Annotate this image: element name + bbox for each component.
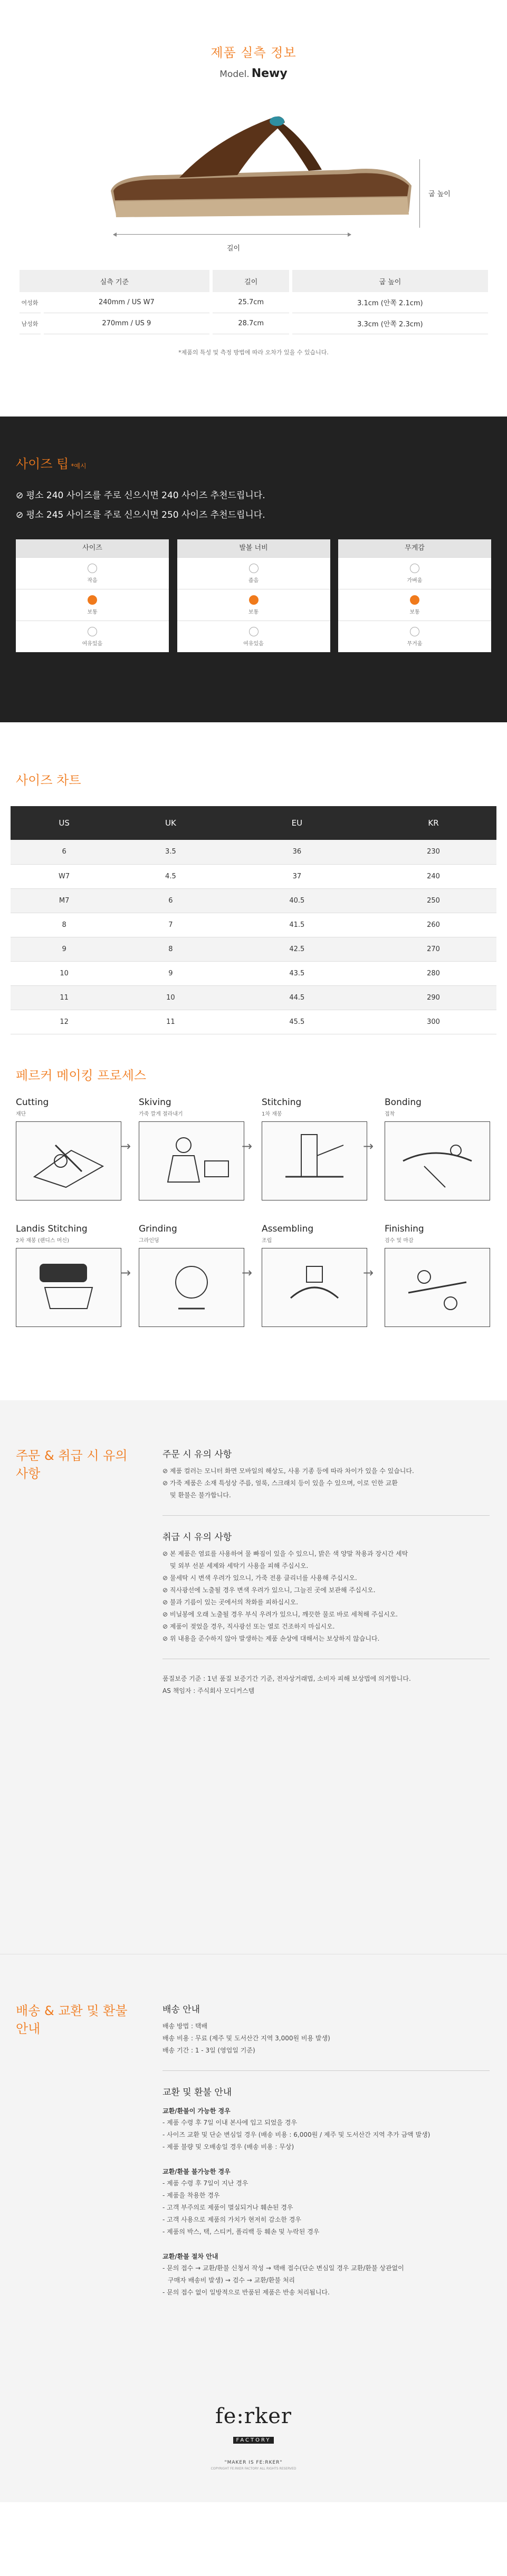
- fit-card-size: [16, 539, 169, 652]
- finishing-illustration: [385, 1248, 490, 1327]
- tip-line: ⊘ 평소 245 사이즈를 주로 신으시면 250 사이즈 추천드립니다.: [16, 510, 265, 520]
- process-step: Bonding 접착: [385, 1097, 491, 1224]
- refund-possible-title: 교환/환불이 가능한 경우: [162, 2107, 231, 2115]
- handling-notice-list: ⊘ 본 제품은 염료를 사용하여 물 빠짐이 있을 수 있으니, 밝은 색 양말 착용과 장시간 세탁 및 외부 선분 세제와 세탁기 사용을 피해 주십시오. ⊘ 물세탁 시 변색 우려가 있으니, 가죽 전용 클리너를 사용해 주십시오. ⊘ 직사광선에 노출될 경우 변색 우려가 있으니, 그늘진 곳에 보관해 주십시오. ⊘ 불과 기름이 있는 곳에서의 착화를 피하십시오. ⊘ 비닐봉에 오래 노출될 경우 부식 우려가 있으니, 깨끗한 물로 바로 세척해 주십시오. ⊘ 제품이 젖었을 경우, 직사광선 또는 열로 건조하지 마십시오. ⊘ 위 내용을 준수하지 않아 발생하는 제품 손상에 대해서는 보상하지 않습니다.: [162, 1550, 408, 1642]
- arrow-icon: →: [120, 1265, 131, 1280]
- fit-card-weight: [338, 539, 491, 652]
- col-kr: KR: [370, 806, 496, 840]
- gender-cell: 남성화: [20, 313, 41, 334]
- factory-badge: FACTORY: [233, 2437, 274, 2444]
- process-steps: [11, 1097, 496, 1350]
- refund-process-title: 교환/환불 절차 안내: [162, 2253, 218, 2260]
- base-cell: 240mm / US W7: [44, 292, 210, 313]
- fit-option: 무거움: [338, 621, 491, 652]
- card-header: 사이즈: [16, 539, 169, 557]
- card-header: 무게감: [338, 539, 491, 557]
- refund-impossible-list: - 제품 수령 후 7일이 지난 경우 - 제품을 착용한 경우 - 고객 부주의로 제품이 멸실되거나 훼손된 경우 - 고객 사용으로 제품의 가치가 현저히 감소한 경우 - 제품의 박스, 택, 스티커, 폴리백 등 훼손 및 누락된 경우: [162, 2180, 320, 2235]
- size-chart-title: 사이즈 차트: [16, 773, 81, 788]
- length-cell: 25.7cm: [213, 292, 289, 313]
- height-cell: 3.3cm (안쪽 2.3cm): [292, 313, 487, 334]
- warranty-text: 품질보증 기준 : 1년 품질 보증기간 기준, 전자상거래법, 소비자 피해 보상법에 의거합니다.: [162, 1675, 411, 1682]
- skiving-illustration: [139, 1121, 244, 1200]
- refund-impossible-title: 교환/환불 불가능한 경우: [162, 2168, 231, 2175]
- measure-table: [16, 270, 491, 334]
- stitching-illustration: [262, 1121, 367, 1200]
- fit-cards: [16, 539, 491, 652]
- process-step: Finishing 검수 및 마감: [385, 1224, 491, 1350]
- length-line: [113, 234, 351, 235]
- measure-section: [0, 0, 507, 417]
- process-step: Landis Stitching 2차 재봉 (랜디스 머신): [16, 1224, 122, 1350]
- col-us: US: [11, 806, 118, 840]
- table-row: M7 6 40.5 250: [11, 888, 496, 913]
- model-name: Newy: [251, 67, 288, 80]
- fit-card-width: [177, 539, 330, 652]
- length-cell: 28.7cm: [213, 313, 289, 334]
- footer: [0, 2404, 507, 2471]
- radio-circle: [249, 564, 259, 573]
- process-step: Grinding 그라인딩: [139, 1224, 245, 1350]
- radio-circle-selected: [249, 595, 259, 605]
- assembling-illustration: [262, 1248, 367, 1327]
- table-row: 6 3.5 36 230: [11, 840, 496, 864]
- gender-cell: 여성화: [20, 292, 41, 313]
- table-row: [20, 313, 488, 334]
- arrow-icon: →: [120, 1139, 131, 1154]
- shipping-info-list: 배송 방법 : 택배 배송 비용 : 무료 (제주 및 도서산간 지역 3,000원 비용 발생) 배송 기간 : 1 - 3일 (영업일 기준): [162, 2022, 330, 2054]
- table-row: 11 10 44.5 290: [11, 985, 496, 1010]
- radio-circle: [249, 627, 259, 636]
- size-chart-section: [0, 722, 507, 1065]
- table-row: 8 7 41.5 260: [11, 913, 496, 937]
- col-eu: EU: [224, 806, 371, 840]
- fit-option: 가벼움: [338, 557, 491, 589]
- fit-option: 여유있음: [177, 621, 330, 652]
- handling-notice-title: 취급 시 유의 사항: [162, 1532, 232, 1543]
- radio-circle-selected: [410, 595, 419, 605]
- size-tip-sub: *예시: [71, 462, 87, 470]
- radio-circle: [88, 564, 97, 573]
- radio-circle: [410, 564, 419, 573]
- landis-illustration: [16, 1248, 121, 1327]
- process-step: Assembling 조립: [262, 1224, 368, 1350]
- grinding-illustration: [139, 1248, 244, 1327]
- size-chart-table: [11, 806, 496, 1034]
- length-label: 길이: [227, 245, 241, 253]
- arrow-icon: →: [363, 1139, 374, 1154]
- model-line: [0, 67, 507, 80]
- care-section: [0, 1400, 507, 1954]
- height-label: 굽 높이: [428, 190, 451, 198]
- refund-info-title: 교환 및 환불 안내: [162, 2087, 232, 2098]
- table-row: 9 8 42.5 270: [11, 937, 496, 961]
- slogan: "MAKER IS FE:RKER": [224, 2460, 283, 2465]
- order-notice-title: 주문 시 유의 사항: [162, 1449, 232, 1460]
- shipping-section: [0, 1954, 507, 2502]
- radio-circle: [88, 627, 97, 636]
- height-line: [419, 159, 420, 228]
- measure-note: *제품의 특성 및 측정 방법에 따라 오차가 있을 수 있습니다.: [178, 349, 329, 356]
- sandal-illustration: [100, 112, 417, 228]
- order-notice-list: ⊘ 제품 컬러는 모니터 화면 모바일의 해상도, 사용 기종 등에 따라 차이가 있을 수 있습니다. ⊘ 가죽 제품은 소재 특성상 주름, 얼룩, 스크래치 등이 있을 수 있으며, 이로 인한 교환 및 환불은 불가합니다.: [162, 1467, 414, 1499]
- radio-circle-selected: [88, 595, 97, 605]
- refund-possible-list: - 제품 수령 후 7일 이내 본사에 입고 되었을 경우 - 사이즈 교환 및 단순 변심일 경우 (배송 비용 : 6,000원 / 제주 및 도서산간 지역 추가 금액 발생) - 제품 불량 및 오배송일 경우 (배송 비용 : 무상): [162, 2119, 431, 2151]
- tip-line: ⊘ 평소 240 사이즈를 주로 신으시면 240 사이즈 추천드립니다.: [16, 490, 265, 501]
- size-tip-title: 사이즈 팁 *예시: [16, 457, 87, 471]
- base-cell: 270mm / US 9: [44, 313, 210, 334]
- copyright: COPYRIGHT FE:RKER FACTORY ALL RIGHTS RESERVED: [211, 2467, 296, 2471]
- shipping-title: 배송 & 교환 및 환불 안내: [16, 2003, 128, 2036]
- shipping-info-title: 배송 안내: [162, 2004, 200, 2015]
- table-row: [20, 292, 488, 313]
- as-contact-text: AS 책임자 : 주식회사 모디커스템: [162, 1687, 255, 1694]
- process-step: Cutting 재단: [16, 1097, 122, 1224]
- fit-option: 여유있음: [16, 621, 169, 652]
- care-title: 주문 & 취급 시 유의 사항: [16, 1448, 128, 1481]
- process-step: Stitching 1차 재봉: [262, 1097, 368, 1224]
- arrow-icon: →: [363, 1265, 374, 1280]
- col-uk: UK: [118, 806, 223, 840]
- refund-process-list: - 문의 접수 → 교환/환불 신청서 작성 → 택배 접수(단순 변심일 경우 교환/환불 상관없이 구매자 배송비 발생) → 검수 → 교환/환불 처리 - 문의 접수 없이 일방적으로 반품된 제품은 반송 처리됩니다.: [162, 2264, 404, 2296]
- card-header: 발볼 너비: [177, 539, 330, 557]
- fit-option: 보통: [177, 589, 330, 621]
- process-title: 페르커 메이킹 프로세스: [16, 1068, 147, 1083]
- process-section: [0, 1065, 507, 1400]
- bonding-illustration: [385, 1121, 490, 1200]
- fit-option: 작음: [16, 557, 169, 589]
- size-tip-section: [0, 417, 507, 722]
- fit-option: 보통: [338, 589, 491, 621]
- header-height: 굽 높이: [292, 270, 487, 292]
- header-length: 길이: [213, 270, 289, 292]
- table-row: W7 4.5 37 240: [11, 864, 496, 888]
- arrow-icon: →: [242, 1265, 253, 1280]
- measure-title: 제품 실측 정보: [211, 45, 296, 60]
- fit-option: 보통: [16, 589, 169, 621]
- brand-logo: fe:rker FACTORY: [215, 2404, 292, 2443]
- radio-circle: [410, 627, 419, 636]
- process-step: Skiving 가죽 깔게 절라내기: [139, 1097, 245, 1224]
- table-row: 10 9 43.5 280: [11, 961, 496, 985]
- arrow-icon: →: [242, 1139, 253, 1154]
- fit-option: 좁음: [177, 557, 330, 589]
- shoe-figure: [0, 91, 507, 253]
- height-cell: 3.1cm (안쪽 2.1cm): [292, 292, 487, 313]
- table-row: 12 11 45.5 300: [11, 1010, 496, 1034]
- header-base: 실측 기준: [20, 270, 210, 292]
- cutting-illustration: [16, 1121, 121, 1200]
- model-label: Model.: [219, 69, 250, 80]
